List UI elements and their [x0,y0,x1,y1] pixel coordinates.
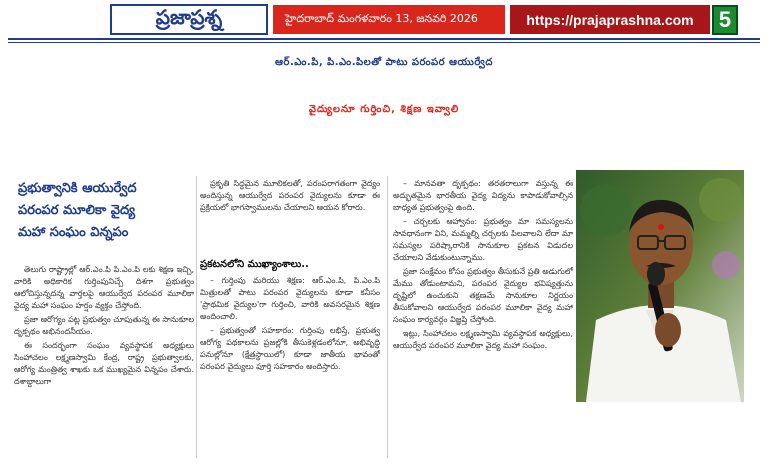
column-divider [387,176,388,458]
paragraph: ఇట్లు, సింహాచలం లక్ష్మణస్వామి వ్యవస్థాపక అధ్యక్షులు, ఆయుర్వేద పరంపర మూలికా వైద్య మహా సంఘం. [393,329,573,350]
highlights-heading: ప్రకటనలోని ముఖ్యాంశాలు.. [200,259,309,270]
paragraph: – మానవతా దృక్పథం: తరతరాలుగా వస్తున్న ఈ అద్భుతమైన భారతీయ వైద్య విద్యను కాపాడుకోవాల్సిన బాధ్యత ప్రభుత్వంపై ఉంది. [393,179,573,212]
subhead-line-2: పరంపర మూలికా వైద్య [18,203,136,218]
article-subhead [18,178,194,244]
article-column-1 [14,264,194,388]
paragraph: ప్రకృతి సిద్ధమైన మూలికలతో, పరంపరాగతంగా వైద్యం అందిస్తున్న ఆయుర్వేద పరంపర వైద్యులను కూడా ఈ ప్రక్రియలో భాగస్వాములను చేయాలని ఆయన కోరారు. [200,179,380,212]
article-column-2-top [200,178,380,214]
subhead-line-1: ప్రభుత్వానికి ఆయుర్వేద [18,181,137,196]
paragraph: ఈ సందర్భంగా సంఘం వ్యవస్థాపక అధ్యక్షులు సింహాచలం లక్ష్మణస్వామి కేంద్ర, రాష్ట్ర ప్రభుత్వాలకు, ఆరోగ్య మంత్రిత్వ శాఖకు ఒక ముఖ్యమైన విన్నపం చేశారు. దశాబ్దాలుగా [14,341,194,386]
paragraph: – చర్చలకు ఆహ్వానం: ప్రభుత్వం మా సమస్యలను సావధానంగా విని, మమ్మల్ని చర్చలకు పిలవాలని లేదా మా సమస్యల పరిష్కారానికి సానుకూల ప్రకటన విడుదల చేయాలని వేడుకుంటున్నాము. [393,217,573,262]
headline-line-2: వైద్యులనూ గుర్తించి, శిక్షణ ఇవ్వాలి [308,104,460,115]
page-number-badge: 5 [712,5,738,35]
paragraph: ప్రజా సంక్షేమం కోసం ప్రభుత్వం తీసుకునే ప్రతి అడుగులో మేము తోడుంటామని, పరంపర వైద్యుల భవిష్యత్తును దృష్టిలో ఉంచుకుని తక్షణమే సానుకూల నిర్ణయం తీసుకోవాలని ఆయుర్వేద పరంపర మూలికా వైద్య మహా సంఘం కార్యవర్గం విజ్ఞప్తి చేస్తోంది. [393,267,573,324]
masthead-divider [8,38,760,40]
speaker-photo [576,170,744,402]
date-band: హైదరాబాద్ మంగళవారం 13, జనవరి 2026 [273,5,505,34]
newspaper-logo: ప్రజాప్రశ్న [110,4,268,35]
article-column-2 [200,275,380,373]
masthead-divider-thin [8,42,760,43]
article-column-3 [393,178,573,352]
paragraph: – ప్రభుత్వంతో సహకారం: గుర్తింపు లభిస్తే, ప్రభుత్వ ఆరోగ్య పథకాలను ప్రజల్లోకి తీసుకెళ్లడంలోనూ, అభివృద్ధి పనుల్లోనూ (క్షేత్రస్థాయిలో) కూడా జాతీయ భావంతో పరంపర వైద్యులు పూర్తి సహకారం అందిస్తారు. [200,326,380,371]
headline-line-1: ఆర్.ఎం.పి, పి.ఎం.పిలతో పాటు పరంపర ఆయుర్వేద [275,57,493,68]
paragraph: తెలుగు రాష్ట్రాల్లో ఆర్.ఎం.పి పి.ఎం.పి లకు శిక్షణ ఇచ్చి, వారికి అధికారిక గుర్తింపునిచ్చే దిశగా ప్రభుత్వం ఆలోచిస్తున్నదన్న వార్తలపై ఆయుర్వేద పరంపర మూలికా వైద్య మహా సంఘం హర్షం వ్యక్తం చేస్తోంది. [14,265,194,310]
website-url[interactable]: https://prajaprashna.com [510,5,710,34]
paragraph: ప్రజా ఆరోగ్యం పట్ల ప్రభుత్వం చూపుతున్న ఈ సానుకూల దృక్పథం అభినందనీయం. [14,315,195,336]
man-with-microphone-icon [576,170,744,402]
paragraph: – గుర్తింపు మరియు శిక్షణ: ఆర్.ఎం.పి, పి.ఎం.పి మిత్రులతో పాటు పరంపర వైద్యులను కూడా కనీసం 'ప్రాథమిక వైద్యుల'గా గుర్తించి, వారికి అవసరమైన శిక్షణ అందించాలి. [200,276,380,321]
column-divider [196,176,197,458]
subhead-line-3: మహా సంఘం విన్నపం [18,225,129,240]
